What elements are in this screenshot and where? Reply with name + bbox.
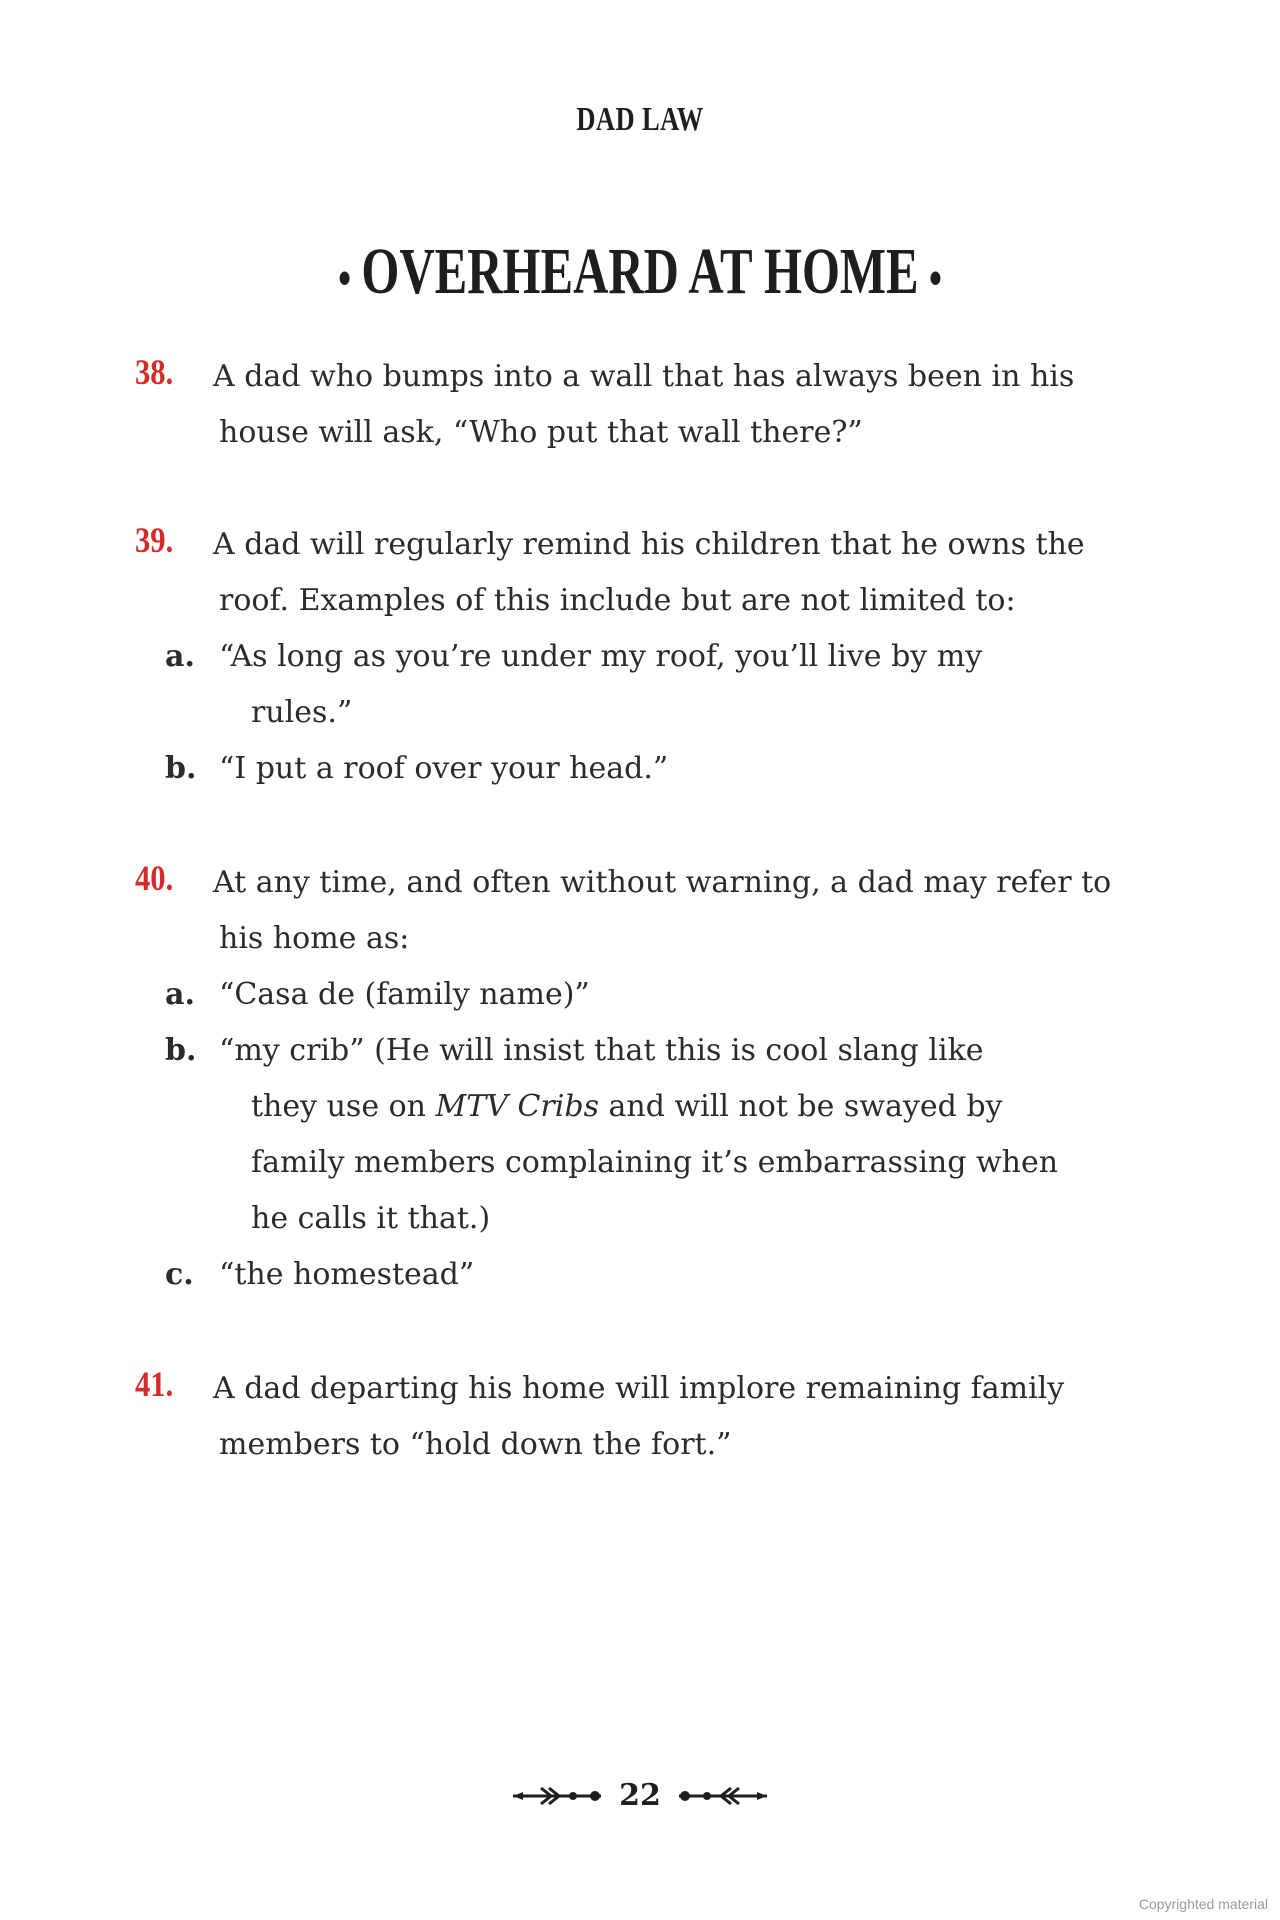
section-title <box>0 234 1280 310</box>
bullet-dot-icon: • <box>338 249 352 306</box>
sub-item-line: rules.” <box>251 695 353 730</box>
entry-text <box>215 855 1145 967</box>
entry-number: 39. <box>135 520 174 560</box>
entry-text <box>215 517 1145 629</box>
right-arrow-ornament-icon <box>677 1783 769 1809</box>
sub-item-text: and will not be swayed by <box>598 1089 1003 1124</box>
entry-line: members to “hold down the fort.” <box>219 1427 732 1462</box>
entry-line: A dad will regularly remind his children that he owns the <box>213 527 1085 562</box>
sub-item-letter: c. <box>165 1257 194 1292</box>
sub-list <box>135 629 1145 797</box>
entry-line: roof. Examples of this include but are not limited to: <box>219 583 1016 618</box>
entry-line: At any time, and often without warning, a dad may refer to <box>213 865 1112 900</box>
sub-item-line: “I put a roof over your head.” <box>219 751 669 786</box>
sub-item-line: “Casa de (family name)” <box>219 977 590 1012</box>
sub-item <box>135 1247 1145 1303</box>
bullet-dot-icon: • <box>928 249 942 306</box>
sub-item <box>135 1023 1145 1247</box>
sub-item-line: “As long as you’re under my roof, you’ll live by my <box>219 639 983 674</box>
section-title-text: OVERHEARD AT HOME <box>361 235 919 308</box>
sub-item-line: “my crib” (He will insist that this is cool slang like <box>219 1033 984 1068</box>
sub-item-line: family members complaining it’s embarrassing when <box>251 1145 1059 1180</box>
left-arrow-ornament-icon <box>511 1783 603 1809</box>
sub-item-letter: b. <box>165 751 197 786</box>
sub-item <box>135 741 1145 797</box>
page-number: 22 <box>619 1778 661 1813</box>
copyright-notice: Copyrighted material <box>1138 1896 1268 1912</box>
entry-line: A dad who bumps into a wall that has always been in his <box>213 359 1075 394</box>
law-entry-41 <box>135 1361 1145 1473</box>
sub-item-line <box>219 1079 1145 1135</box>
sub-item-letter: a. <box>165 639 195 674</box>
sub-item-letter: a. <box>165 977 195 1012</box>
sub-item-line: “the homestead” <box>219 1257 475 1292</box>
entry-line: his home as: <box>219 921 410 956</box>
sub-item-letter: b. <box>165 1033 197 1068</box>
sub-list <box>135 967 1145 1303</box>
sub-item <box>135 967 1145 1023</box>
entry-text <box>215 1361 1145 1473</box>
entry-number: 41. <box>135 1364 174 1404</box>
entry-number: 40. <box>135 858 174 898</box>
show-title: MTV Cribs <box>435 1089 599 1124</box>
entry-line: A dad departing his home will implore remaining family <box>213 1371 1065 1406</box>
sub-item <box>135 629 1145 741</box>
page-footer <box>0 1778 1280 1828</box>
running-head: DAD LAW <box>576 101 704 138</box>
entry-line: house will ask, “Who put that wall there?” <box>219 415 863 450</box>
sub-item-text: they use on <box>251 1089 436 1124</box>
sub-item-line: he calls it that.) <box>251 1201 491 1236</box>
entry-number: 38. <box>135 352 174 392</box>
law-entry-38 <box>135 349 1145 461</box>
law-entry-39 <box>135 517 1145 797</box>
law-entry-40 <box>135 855 1145 1303</box>
entry-text <box>215 349 1145 461</box>
